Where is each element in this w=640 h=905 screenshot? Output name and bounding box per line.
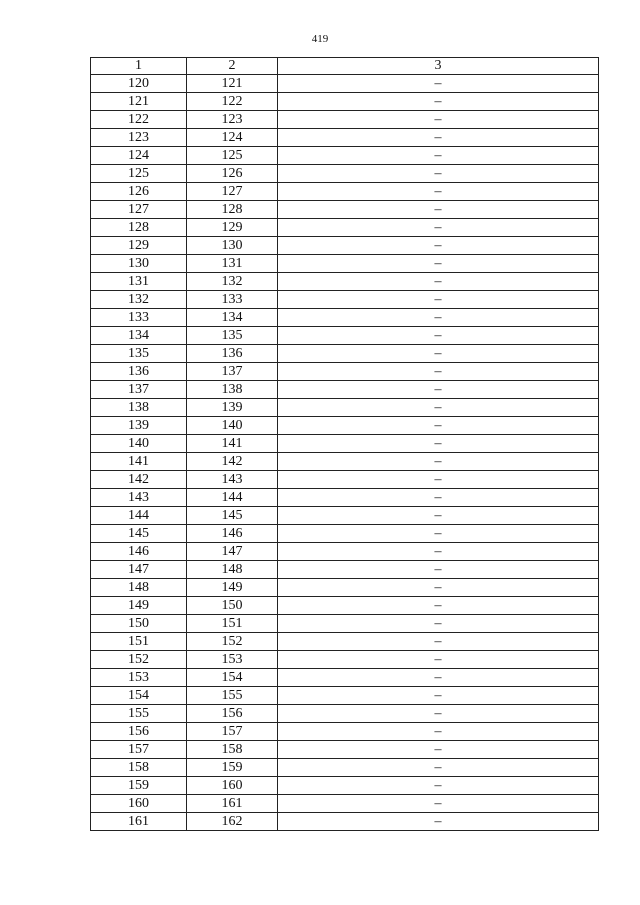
table-row: [91, 291, 599, 309]
table-cell-col-3: –: [278, 345, 599, 363]
table-cell-col-3: –: [278, 813, 599, 831]
table-cell-col-1: 155: [91, 705, 187, 723]
table-cell-col-3: –: [278, 309, 599, 327]
table-cell-col-3: –: [278, 183, 599, 201]
table-cell-col-3: –: [278, 561, 599, 579]
table-cell-col-1: 156: [91, 723, 187, 741]
table-cell-col-1: 159: [91, 777, 187, 795]
table-row: [91, 795, 599, 813]
table-cell-col-3: –: [278, 453, 599, 471]
table-cell-col-2: 161: [187, 795, 278, 813]
table-row: [91, 147, 599, 165]
table-row: [91, 327, 599, 345]
table-cell-col-2: 158: [187, 741, 278, 759]
table-cell-col-1: 137: [91, 381, 187, 399]
table-cell-col-1: 133: [91, 309, 187, 327]
table-cell-col-2: 148: [187, 561, 278, 579]
table-row: [91, 93, 599, 111]
table-cell-col-2: 128: [187, 201, 278, 219]
table-cell-col-1: 135: [91, 345, 187, 363]
table-cell-col-2: 133: [187, 291, 278, 309]
table-cell-col-2: 124: [187, 129, 278, 147]
table-cell-col-1: 150: [91, 615, 187, 633]
table-cell-col-2: 121: [187, 75, 278, 93]
table-cell-col-3: –: [278, 489, 599, 507]
table-row: [91, 507, 599, 525]
table-row: [91, 759, 599, 777]
table-cell-col-1: 144: [91, 507, 187, 525]
table-row: [91, 309, 599, 327]
table-cell-col-1: 124: [91, 147, 187, 165]
column-header-1: 1: [91, 58, 187, 75]
table-cell-col-3: –: [278, 597, 599, 615]
table-row: [91, 399, 599, 417]
table-cell-col-1: 132: [91, 291, 187, 309]
table-cell-col-2: 136: [187, 345, 278, 363]
table-cell-col-2: 139: [187, 399, 278, 417]
table-cell-col-3: –: [278, 165, 599, 183]
table-cell-col-3: –: [278, 525, 599, 543]
table-cell-col-1: 138: [91, 399, 187, 417]
table-cell-col-2: 125: [187, 147, 278, 165]
table-row: [91, 579, 599, 597]
table-cell-col-3: –: [278, 75, 599, 93]
page-number: 419: [311, 33, 329, 45]
table-cell-col-3: –: [278, 471, 599, 489]
table-row: [91, 489, 599, 507]
table-cell-col-2: 159: [187, 759, 278, 777]
table-cell-col-1: 149: [91, 597, 187, 615]
table-cell-col-3: –: [278, 615, 599, 633]
table-cell-col-1: 125: [91, 165, 187, 183]
table-cell-col-2: 144: [187, 489, 278, 507]
table-cell-col-3: –: [278, 417, 599, 435]
table-cell-col-2: 134: [187, 309, 278, 327]
table-row: [91, 705, 599, 723]
table-cell-col-2: 160: [187, 777, 278, 795]
table-cell-col-1: 136: [91, 363, 187, 381]
table-cell-col-1: 146: [91, 543, 187, 561]
table-cell-col-1: 151: [91, 633, 187, 651]
table-cell-col-1: 131: [91, 273, 187, 291]
table-cell-col-1: 152: [91, 651, 187, 669]
table-cell-col-2: 156: [187, 705, 278, 723]
table-cell-col-1: 140: [91, 435, 187, 453]
table-row: [91, 615, 599, 633]
table-row: [91, 543, 599, 561]
data-table: [90, 57, 599, 831]
table-cell-col-2: 123: [187, 111, 278, 129]
table-row: [91, 597, 599, 615]
table-cell-col-3: –: [278, 381, 599, 399]
column-header-2: 2: [187, 58, 278, 75]
table-cell-col-3: –: [278, 507, 599, 525]
table-row: [91, 813, 599, 831]
table-row: [91, 255, 599, 273]
table-row: [91, 183, 599, 201]
table-row: [91, 381, 599, 399]
table-cell-col-1: 142: [91, 471, 187, 489]
table-cell-col-3: –: [278, 723, 599, 741]
table-cell-col-2: 153: [187, 651, 278, 669]
table-cell-col-3: –: [278, 147, 599, 165]
table-row: [91, 363, 599, 381]
table-cell-col-3: –: [278, 237, 599, 255]
table-cell-col-3: –: [278, 363, 599, 381]
table-row: [91, 669, 599, 687]
table-cell-col-1: 126: [91, 183, 187, 201]
table-cell-col-2: 127: [187, 183, 278, 201]
table-row: [91, 165, 599, 183]
table-cell-col-3: –: [278, 201, 599, 219]
table-cell-col-1: 145: [91, 525, 187, 543]
table-cell-col-2: 152: [187, 633, 278, 651]
table-cell-col-1: 130: [91, 255, 187, 273]
table-cell-col-2: 137: [187, 363, 278, 381]
table-cell-col-1: 120: [91, 75, 187, 93]
table-cell-col-2: 140: [187, 417, 278, 435]
table-cell-col-2: 132: [187, 273, 278, 291]
table-cell-col-1: 134: [91, 327, 187, 345]
table-cell-col-2: 126: [187, 165, 278, 183]
table-cell-col-3: –: [278, 795, 599, 813]
table-cell-col-3: –: [278, 129, 599, 147]
table-cell-col-1: 153: [91, 669, 187, 687]
table-row: [91, 471, 599, 489]
table-cell-col-2: 135: [187, 327, 278, 345]
table-body: [91, 75, 599, 831]
table-cell-col-1: 129: [91, 237, 187, 255]
table-cell-col-1: 148: [91, 579, 187, 597]
table-cell-col-3: –: [278, 777, 599, 795]
table-cell-col-2: 130: [187, 237, 278, 255]
table-cell-col-3: –: [278, 579, 599, 597]
table-cell-col-2: 157: [187, 723, 278, 741]
table-cell-col-3: –: [278, 633, 599, 651]
table-row: [91, 561, 599, 579]
table-row: [91, 687, 599, 705]
table-cell-col-2: 150: [187, 597, 278, 615]
table-cell-col-2: 149: [187, 579, 278, 597]
table-cell-col-2: 129: [187, 219, 278, 237]
table-cell-col-1: 157: [91, 741, 187, 759]
table-row: [91, 75, 599, 93]
table-cell-col-1: 154: [91, 687, 187, 705]
table-row: [91, 723, 599, 741]
table-header-row: [91, 58, 599, 75]
table-cell-col-1: 147: [91, 561, 187, 579]
table-cell-col-2: 155: [187, 687, 278, 705]
table-cell-col-3: –: [278, 543, 599, 561]
table-cell-col-1: 160: [91, 795, 187, 813]
table-cell-col-1: 121: [91, 93, 187, 111]
table-cell-col-3: –: [278, 687, 599, 705]
table-row: [91, 435, 599, 453]
table-row: [91, 525, 599, 543]
table-cell-col-3: –: [278, 669, 599, 687]
table-cell-col-1: 161: [91, 813, 187, 831]
table-cell-col-2: 147: [187, 543, 278, 561]
table-cell-col-3: –: [278, 219, 599, 237]
table-cell-col-2: 141: [187, 435, 278, 453]
table-cell-col-2: 146: [187, 525, 278, 543]
table-cell-col-3: –: [278, 111, 599, 129]
table-cell-col-3: –: [278, 399, 599, 417]
table-cell-col-1: 139: [91, 417, 187, 435]
table-cell-col-3: –: [278, 435, 599, 453]
table-cell-col-3: –: [278, 741, 599, 759]
table-cell-col-3: –: [278, 291, 599, 309]
table-row: [91, 651, 599, 669]
table-cell-col-2: 122: [187, 93, 278, 111]
table-cell-col-2: 154: [187, 669, 278, 687]
table-cell-col-3: –: [278, 93, 599, 111]
table-cell-col-2: 142: [187, 453, 278, 471]
table-row: [91, 417, 599, 435]
table-cell-col-3: –: [278, 759, 599, 777]
table-cell-col-3: –: [278, 255, 599, 273]
table-cell-col-1: 127: [91, 201, 187, 219]
table-row: [91, 111, 599, 129]
table-cell-col-2: 145: [187, 507, 278, 525]
table-row: [91, 777, 599, 795]
table-row: [91, 201, 599, 219]
table-cell-col-2: 138: [187, 381, 278, 399]
table-cell-col-2: 151: [187, 615, 278, 633]
table-cell-col-3: –: [278, 705, 599, 723]
table-row: [91, 741, 599, 759]
table-cell-col-3: –: [278, 273, 599, 291]
table-row: [91, 633, 599, 651]
table-cell-col-1: 122: [91, 111, 187, 129]
column-header-3: 3: [278, 58, 599, 75]
table-cell-col-2: 131: [187, 255, 278, 273]
table-row: [91, 129, 599, 147]
table-cell-col-3: –: [278, 651, 599, 669]
table-cell-col-2: 143: [187, 471, 278, 489]
table-row: [91, 453, 599, 471]
table-cell-col-2: 162: [187, 813, 278, 831]
table-cell-col-3: –: [278, 327, 599, 345]
table-cell-col-1: 143: [91, 489, 187, 507]
table-cell-col-1: 158: [91, 759, 187, 777]
table-row: [91, 219, 599, 237]
table-cell-col-1: 123: [91, 129, 187, 147]
table-cell-col-1: 141: [91, 453, 187, 471]
table-row: [91, 237, 599, 255]
table-cell-col-1: 128: [91, 219, 187, 237]
table-row: [91, 345, 599, 363]
table-row: [91, 273, 599, 291]
